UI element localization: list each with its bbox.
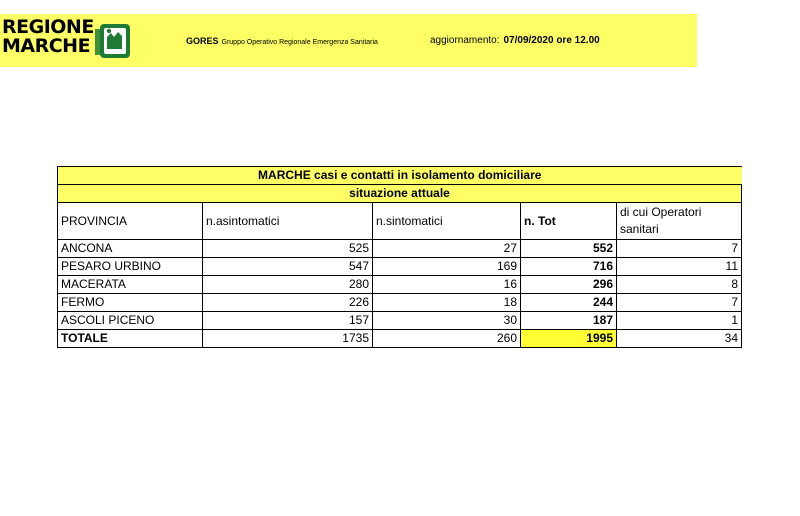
col-header-asintomatici: n.asintomatici xyxy=(203,203,373,240)
table-row xyxy=(58,294,742,312)
table-title: MARCHE casi e contatti in isolamento domiciliare xyxy=(58,167,742,185)
cell-tot: 552 xyxy=(521,240,617,258)
org-short: GORES xyxy=(186,36,219,46)
cell-tot: 244 xyxy=(521,294,617,312)
total-label: TOTALE xyxy=(58,330,203,348)
cell-operatori: 11 xyxy=(617,258,742,276)
table-row xyxy=(58,258,742,276)
cell-operatori: 8 xyxy=(617,276,742,294)
cell-operatori: 1 xyxy=(617,312,742,330)
region-emblem-icon xyxy=(92,21,132,61)
cell-asintomatici: 157 xyxy=(203,312,373,330)
update-info xyxy=(430,35,600,46)
col-header-sintomatici: n.sintomatici xyxy=(373,203,521,240)
logo-line-2: MARCHE xyxy=(2,35,91,57)
region-logo-text xyxy=(2,18,94,56)
cell-tot: 296 xyxy=(521,276,617,294)
org-label xyxy=(186,36,378,46)
org-full: Gruppo Operativo Regionale Emergenza Sanitaria xyxy=(221,39,378,46)
col-header-tot: n. Tot xyxy=(521,203,617,240)
total-asintomatici: 1735 xyxy=(203,330,373,348)
cell-provincia: MACERATA xyxy=(58,276,203,294)
table-subtitle: situazione attuale xyxy=(58,185,742,203)
update-value: 07/09/2020 ore 12.00 xyxy=(503,35,600,46)
cell-asintomatici: 525 xyxy=(203,240,373,258)
col-header-operatori: di cui Operatori sanitari xyxy=(617,203,742,240)
cell-sintomatici: 169 xyxy=(373,258,521,276)
cell-asintomatici: 280 xyxy=(203,276,373,294)
cell-provincia: FERMO xyxy=(58,294,203,312)
cell-asintomatici: 547 xyxy=(203,258,373,276)
cell-sintomatici: 27 xyxy=(373,240,521,258)
total-sintomatici: 260 xyxy=(373,330,521,348)
table-row xyxy=(58,276,742,294)
cell-provincia: ANCONA xyxy=(58,240,203,258)
cell-sintomatici: 30 xyxy=(373,312,521,330)
table-title-row xyxy=(58,167,742,185)
table-row xyxy=(58,240,742,258)
cell-sintomatici: 18 xyxy=(373,294,521,312)
logo-line-1: REGIONE xyxy=(2,16,94,38)
header-banner xyxy=(0,14,697,67)
table-row xyxy=(58,312,742,330)
cell-asintomatici: 226 xyxy=(203,294,373,312)
cell-tot: 716 xyxy=(521,258,617,276)
cell-tot: 187 xyxy=(521,312,617,330)
cell-operatori: 7 xyxy=(617,240,742,258)
cases-table xyxy=(57,166,742,348)
cell-provincia: ASCOLI PICENO xyxy=(58,312,203,330)
cell-operatori: 7 xyxy=(617,294,742,312)
table-header-row xyxy=(58,203,742,240)
cell-provincia: PESARO URBINO xyxy=(58,258,203,276)
total-operatori: 34 xyxy=(617,330,742,348)
total-tot: 1995 xyxy=(521,330,617,348)
update-label: aggiornamento: xyxy=(430,35,500,46)
col-header-provincia: PROVINCIA xyxy=(58,203,203,240)
cell-sintomatici: 16 xyxy=(373,276,521,294)
table-subtitle-row xyxy=(58,185,742,203)
total-row xyxy=(58,330,742,348)
